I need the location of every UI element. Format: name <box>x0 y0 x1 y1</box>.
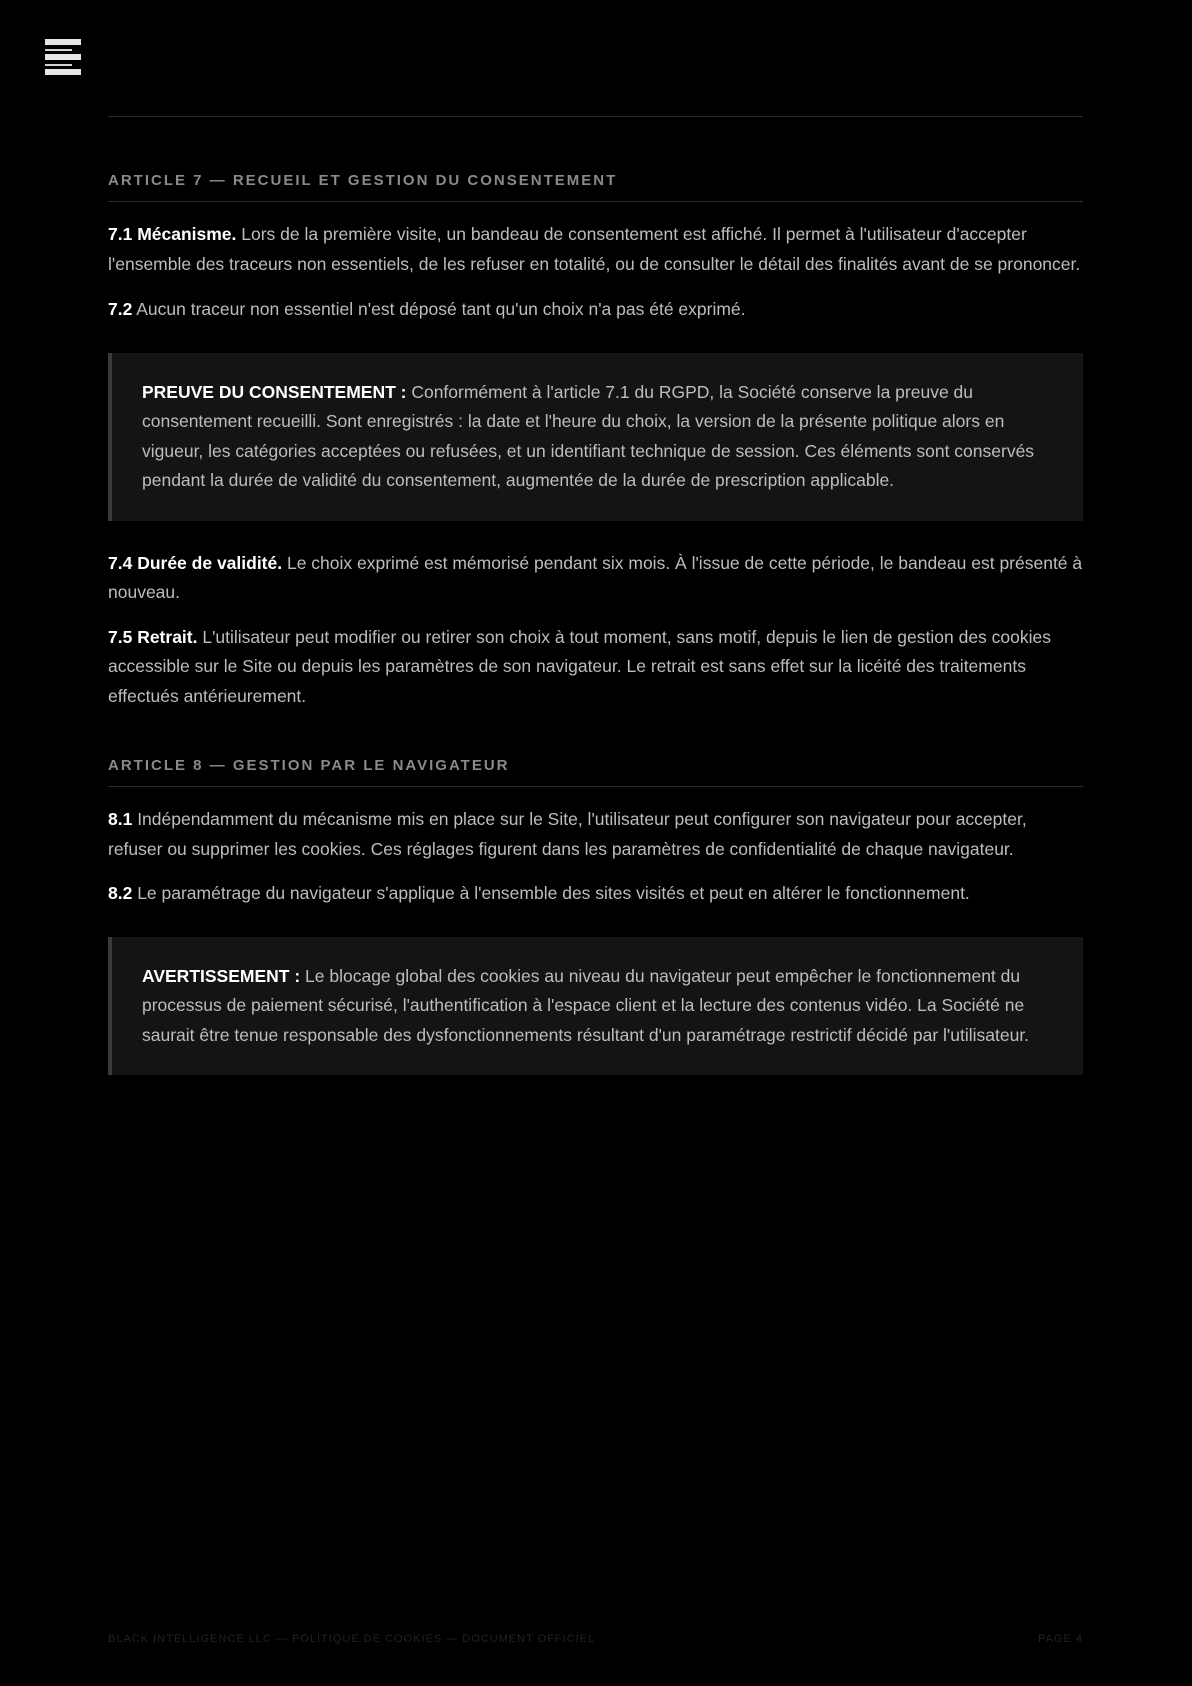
footer-page-number: PAGE 4 <box>1038 1633 1083 1645</box>
article-7-title: ARTICLE 7 — RECUEIL ET GESTION DU CONSENTEMENT <box>108 172 1083 202</box>
article-7 <box>108 172 1083 711</box>
consent-proof-text: Conformément à l'article 7.1 du RGPD, la Société conserve la preuve du consentement recueilli. Sont enregistrés : la date et l'heure du choix, la version de la présente politique alors en vigueur, les catégories acceptées ou refusées, et un identifiant technique de session. Ces éléments sont conservés pendant la durée de validité du consentement, augmentée de la durée de prescription applicable. <box>142 381 1035 490</box>
footer-document-label: BLACK INTELLIGENCE LLC — POLITIQUE DE COOKIES — DOCUMENT OFFICIEL <box>108 1633 596 1645</box>
clause-7-2-text: Aucun traceur non essentiel n'est déposé tant qu'un choix n'a pas été exprimé. <box>132 299 746 319</box>
clause-7-4 <box>108 549 1083 608</box>
clause-8-1 <box>108 805 1083 864</box>
clause-7-1-text: Lors de la première visite, un bandeau de consentement est affiché. Il permet à l'utilisateur d'accepter l'ensemble des traceurs non essentiels, de les refuser en totalité, ou de consulter le détail des finalités avant de se prononcer. <box>108 224 1081 274</box>
consent-proof-label: PREUVE DU CONSENTEMENT : <box>142 381 407 402</box>
clause-7-4-text: Le choix exprimé est mémorisé pendant six mois. À l'issue de cette période, le bandeau est présenté à nouveau. <box>108 552 1083 602</box>
clause-8-2-label: 8.2 <box>108 883 133 903</box>
clause-8-1-label: 8.1 <box>108 809 133 829</box>
clause-8-2 <box>108 879 1083 909</box>
warning-text: Le blocage global des cookies au niveau du navigateur peut empêcher le fonctionnement du processus de paiement sécurisé, l'authentification à l'espace client et la lecture des contenus vidéo. La Société ne saurait être tenue responsable des dysfonctionnements résultant d'un paramétrage restrictif décidé par l'utilisateur. <box>142 965 1030 1045</box>
hamburger-menu-icon[interactable] <box>45 39 81 75</box>
clause-7-1-label: 7.1 Mécanisme. <box>108 224 237 244</box>
clause-7-5-text: L'utilisateur peut modifier ou retirer son choix à tout moment, sans motif, depuis le lien de gestion des cookies accessible sur le Site ou depuis les paramètres de son navigateur. Le retrait est sans effet sur la licéité des traitements effectués antérieurement. <box>108 626 1051 706</box>
warning-notice <box>108 937 1083 1076</box>
clause-7-2-label: 7.2 <box>108 299 133 319</box>
article-8 <box>108 757 1083 1075</box>
consent-proof-notice <box>108 353 1083 521</box>
clause-7-1 <box>108 220 1083 279</box>
clause-7-4-label: 7.4 Durée de validité. <box>108 552 283 573</box>
clause-7-5-label: 7.5 Retrait. <box>108 626 198 647</box>
clause-8-2-text: Le paramétrage du navigateur s'applique à l'ensemble des sites visités et peut en altérer le fonctionnement. <box>132 883 970 903</box>
top-divider <box>108 116 1083 117</box>
article-8-title: ARTICLE 8 — GESTION PAR LE NAVIGATEUR <box>108 757 1083 787</box>
clause-7-5 <box>108 623 1083 712</box>
page-footer <box>108 1633 1083 1645</box>
warning-label: AVERTISSEMENT : <box>142 965 301 986</box>
clause-7-2 <box>108 295 1083 325</box>
document-body <box>108 116 1083 1075</box>
clause-8-1-text: Indépendamment du mécanisme mis en place sur le Site, l'utilisateur peut configurer son navigateur pour accepter, refuser ou supprimer les cookies. Ces réglages figurent dans les paramètres de confidentialité de chaque navigateur. <box>108 809 1027 859</box>
